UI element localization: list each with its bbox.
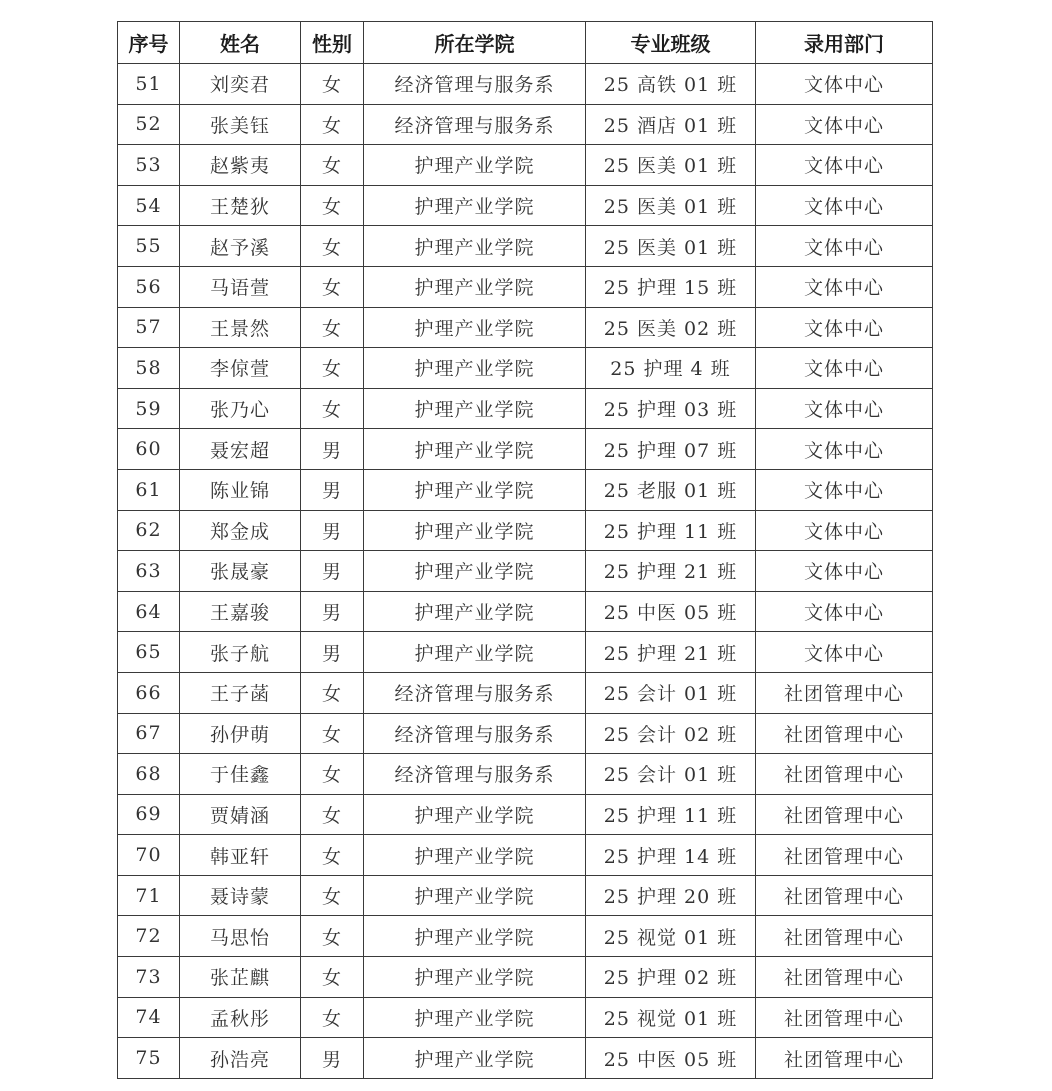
cell-name: 郑金成 (180, 510, 301, 551)
cell-college: 护理产业学院 (364, 835, 586, 876)
cell-college: 护理产业学院 (364, 997, 586, 1038)
cell-gender: 女 (301, 835, 364, 876)
cell-college: 护理产业学院 (364, 348, 586, 389)
cell-name: 张美钰 (180, 104, 301, 145)
cell-college: 护理产业学院 (364, 185, 586, 226)
cell-major-class: 25 护理 02 班 (586, 957, 756, 998)
cell-name: 于佳鑫 (180, 754, 301, 795)
cell-name: 孙浩亮 (180, 1038, 301, 1079)
header-major-class: 专业班级 (586, 22, 756, 64)
table-row (118, 794, 933, 835)
cell-college: 护理产业学院 (364, 226, 586, 267)
cell-name: 张子航 (180, 632, 301, 673)
cell-serial-number: 68 (118, 754, 180, 795)
cell-gender: 女 (301, 185, 364, 226)
cell-gender: 女 (301, 64, 364, 105)
cell-name: 孟秋彤 (180, 997, 301, 1038)
table-row (118, 510, 933, 551)
cell-hiring-department: 文体中心 (756, 591, 933, 632)
cell-hiring-department: 文体中心 (756, 307, 933, 348)
cell-name: 孙伊萌 (180, 713, 301, 754)
cell-hiring-department: 文体中心 (756, 469, 933, 510)
cell-gender: 女 (301, 388, 364, 429)
cell-serial-number: 70 (118, 835, 180, 876)
table-row (118, 551, 933, 592)
cell-hiring-department: 文体中心 (756, 226, 933, 267)
cell-hiring-department: 文体中心 (756, 266, 933, 307)
cell-hiring-department: 文体中心 (756, 388, 933, 429)
cell-name: 王楚狄 (180, 185, 301, 226)
cell-hiring-department: 社团管理中心 (756, 713, 933, 754)
cell-serial-number: 75 (118, 1038, 180, 1079)
cell-gender: 男 (301, 429, 364, 470)
cell-gender: 女 (301, 916, 364, 957)
cell-hiring-department: 社团管理中心 (756, 835, 933, 876)
table-body (118, 64, 933, 1079)
cell-college: 护理产业学院 (364, 510, 586, 551)
table-row (118, 307, 933, 348)
cell-name: 贾婧涵 (180, 794, 301, 835)
cell-major-class: 25 中医 05 班 (586, 1038, 756, 1079)
cell-hiring-department: 文体中心 (756, 551, 933, 592)
table-row (118, 185, 933, 226)
table-row (118, 672, 933, 713)
cell-gender: 女 (301, 145, 364, 186)
cell-serial-number: 61 (118, 469, 180, 510)
cell-hiring-department: 社团管理中心 (756, 794, 933, 835)
cell-name: 张乃心 (180, 388, 301, 429)
cell-serial-number: 53 (118, 145, 180, 186)
cell-name: 王嘉骏 (180, 591, 301, 632)
cell-college: 护理产业学院 (364, 632, 586, 673)
cell-college: 护理产业学院 (364, 957, 586, 998)
table-row (118, 957, 933, 998)
cell-college: 护理产业学院 (364, 916, 586, 957)
cell-college: 护理产业学院 (364, 388, 586, 429)
cell-gender: 女 (301, 672, 364, 713)
cell-gender: 男 (301, 510, 364, 551)
cell-gender: 女 (301, 957, 364, 998)
cell-major-class: 25 护理 11 班 (586, 510, 756, 551)
cell-gender: 男 (301, 591, 364, 632)
header-serial-number: 序号 (118, 22, 180, 64)
table-row (118, 713, 933, 754)
cell-name: 聂宏超 (180, 429, 301, 470)
table-row (118, 348, 933, 389)
roster-sheet (117, 21, 933, 1079)
cell-college: 护理产业学院 (364, 145, 586, 186)
cell-gender: 男 (301, 632, 364, 673)
cell-college: 经济管理与服务系 (364, 104, 586, 145)
table-row (118, 104, 933, 145)
header-college: 所在学院 (364, 22, 586, 64)
cell-hiring-department: 社团管理中心 (756, 875, 933, 916)
cell-major-class: 25 护理 07 班 (586, 429, 756, 470)
cell-gender: 女 (301, 104, 364, 145)
cell-hiring-department: 文体中心 (756, 348, 933, 389)
cell-serial-number: 60 (118, 429, 180, 470)
cell-hiring-department: 社团管理中心 (756, 1038, 933, 1079)
cell-gender: 女 (301, 348, 364, 389)
cell-serial-number: 66 (118, 672, 180, 713)
cell-major-class: 25 酒店 01 班 (586, 104, 756, 145)
cell-hiring-department: 文体中心 (756, 64, 933, 105)
cell-major-class: 25 医美 01 班 (586, 145, 756, 186)
cell-gender: 女 (301, 875, 364, 916)
cell-serial-number: 74 (118, 997, 180, 1038)
cell-hiring-department: 社团管理中心 (756, 957, 933, 998)
cell-major-class: 25 老服 01 班 (586, 469, 756, 510)
cell-gender: 女 (301, 713, 364, 754)
cell-name: 王子菡 (180, 672, 301, 713)
cell-college: 经济管理与服务系 (364, 672, 586, 713)
header-row (118, 22, 933, 64)
cell-serial-number: 52 (118, 104, 180, 145)
cell-name: 赵紫夷 (180, 145, 301, 186)
cell-major-class: 25 护理 14 班 (586, 835, 756, 876)
table-row (118, 997, 933, 1038)
cell-name: 马语萱 (180, 266, 301, 307)
cell-major-class: 25 护理 4 班 (586, 348, 756, 389)
cell-college: 护理产业学院 (364, 266, 586, 307)
cell-major-class: 25 护理 21 班 (586, 632, 756, 673)
table-row (118, 754, 933, 795)
header-name: 姓名 (180, 22, 301, 64)
cell-major-class: 25 护理 20 班 (586, 875, 756, 916)
cell-gender: 女 (301, 266, 364, 307)
table-row (118, 388, 933, 429)
cell-college: 护理产业学院 (364, 307, 586, 348)
cell-gender: 男 (301, 469, 364, 510)
cell-college: 经济管理与服务系 (364, 64, 586, 105)
roster-table (117, 21, 933, 1079)
cell-name: 张晟豪 (180, 551, 301, 592)
cell-college: 护理产业学院 (364, 469, 586, 510)
cell-name: 赵予溪 (180, 226, 301, 267)
table-row (118, 632, 933, 673)
cell-name: 李倞萱 (180, 348, 301, 389)
cell-serial-number: 64 (118, 591, 180, 632)
cell-name: 陈业锦 (180, 469, 301, 510)
table-row (118, 469, 933, 510)
cell-name: 韩亚轩 (180, 835, 301, 876)
cell-major-class: 25 会计 01 班 (586, 672, 756, 713)
cell-serial-number: 51 (118, 64, 180, 105)
cell-college: 护理产业学院 (364, 875, 586, 916)
cell-serial-number: 65 (118, 632, 180, 673)
cell-major-class: 25 护理 15 班 (586, 266, 756, 307)
cell-college: 护理产业学院 (364, 591, 586, 632)
cell-serial-number: 58 (118, 348, 180, 389)
table-row (118, 1038, 933, 1079)
header-hiring-department: 录用部门 (756, 22, 933, 64)
cell-serial-number: 67 (118, 713, 180, 754)
cell-college: 经济管理与服务系 (364, 713, 586, 754)
table-header (118, 22, 933, 64)
cell-gender: 男 (301, 1038, 364, 1079)
table-row (118, 835, 933, 876)
cell-major-class: 25 护理 03 班 (586, 388, 756, 429)
cell-college: 护理产业学院 (364, 429, 586, 470)
cell-college: 护理产业学院 (364, 1038, 586, 1079)
cell-major-class: 25 医美 01 班 (586, 226, 756, 267)
cell-hiring-department: 社团管理中心 (756, 754, 933, 795)
cell-name: 聂诗蒙 (180, 875, 301, 916)
table-row (118, 591, 933, 632)
cell-hiring-department: 文体中心 (756, 632, 933, 673)
cell-hiring-department: 文体中心 (756, 104, 933, 145)
cell-serial-number: 63 (118, 551, 180, 592)
table-row (118, 145, 933, 186)
cell-major-class: 25 中医 05 班 (586, 591, 756, 632)
cell-hiring-department: 社团管理中心 (756, 916, 933, 957)
cell-gender: 女 (301, 226, 364, 267)
cell-serial-number: 69 (118, 794, 180, 835)
table-row (118, 875, 933, 916)
cell-major-class: 25 医美 02 班 (586, 307, 756, 348)
cell-serial-number: 73 (118, 957, 180, 998)
cell-hiring-department: 文体中心 (756, 429, 933, 470)
cell-hiring-department: 社团管理中心 (756, 997, 933, 1038)
cell-gender: 女 (301, 754, 364, 795)
cell-gender: 女 (301, 997, 364, 1038)
cell-hiring-department: 社团管理中心 (756, 672, 933, 713)
cell-major-class: 25 会计 01 班 (586, 754, 756, 795)
cell-serial-number: 59 (118, 388, 180, 429)
cell-college: 经济管理与服务系 (364, 754, 586, 795)
cell-name: 刘奕君 (180, 64, 301, 105)
cell-major-class: 25 护理 21 班 (586, 551, 756, 592)
cell-gender: 男 (301, 551, 364, 592)
table-row (118, 64, 933, 105)
cell-major-class: 25 视觉 01 班 (586, 997, 756, 1038)
table-row (118, 429, 933, 470)
header-gender: 性别 (301, 22, 364, 64)
cell-major-class: 25 会计 02 班 (586, 713, 756, 754)
cell-name: 马思怡 (180, 916, 301, 957)
cell-hiring-department: 文体中心 (756, 185, 933, 226)
table-row (118, 226, 933, 267)
table-row (118, 266, 933, 307)
cell-hiring-department: 文体中心 (756, 145, 933, 186)
cell-gender: 女 (301, 794, 364, 835)
cell-major-class: 25 视觉 01 班 (586, 916, 756, 957)
cell-gender: 女 (301, 307, 364, 348)
cell-serial-number: 62 (118, 510, 180, 551)
cell-serial-number: 56 (118, 266, 180, 307)
cell-serial-number: 57 (118, 307, 180, 348)
cell-serial-number: 54 (118, 185, 180, 226)
cell-college: 护理产业学院 (364, 794, 586, 835)
cell-hiring-department: 文体中心 (756, 510, 933, 551)
cell-college: 护理产业学院 (364, 551, 586, 592)
cell-major-class: 25 医美 01 班 (586, 185, 756, 226)
table-row (118, 916, 933, 957)
cell-serial-number: 71 (118, 875, 180, 916)
cell-name: 王景然 (180, 307, 301, 348)
cell-serial-number: 55 (118, 226, 180, 267)
cell-serial-number: 72 (118, 916, 180, 957)
cell-name: 张芷麒 (180, 957, 301, 998)
cell-major-class: 25 高铁 01 班 (586, 64, 756, 105)
cell-major-class: 25 护理 11 班 (586, 794, 756, 835)
